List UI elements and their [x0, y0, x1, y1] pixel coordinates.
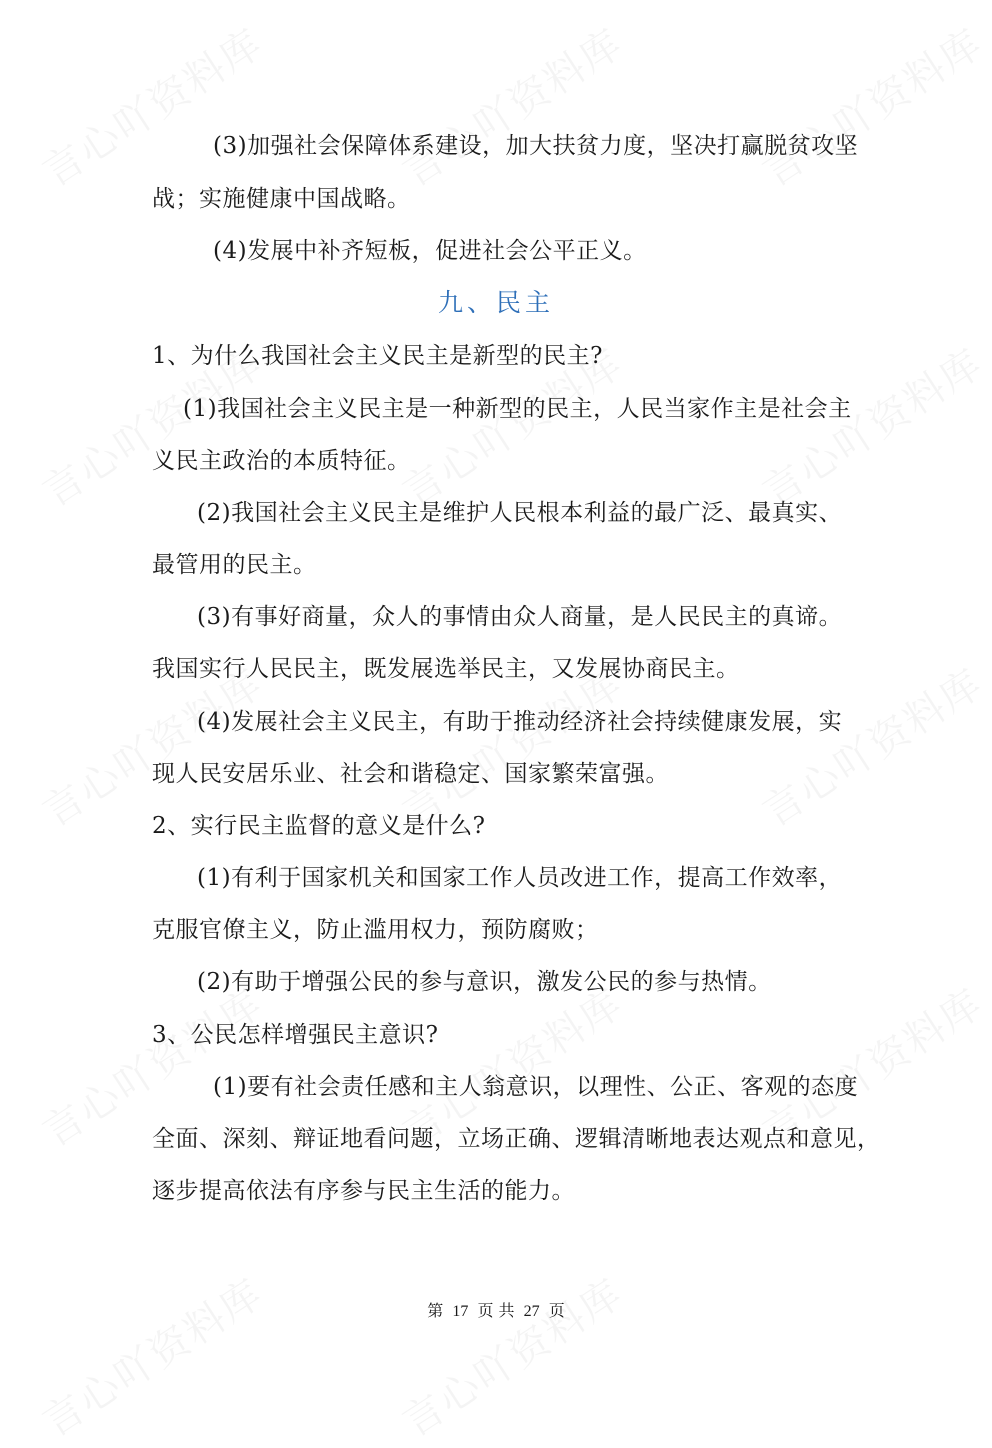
paragraph-line: (2)有助于增强公民的参与意识，激发公民的参与热情。 [197, 969, 772, 995]
paragraph-line: (3)有事好商量，众人的事情由众人商量，是人民民主的真谛。 [197, 604, 843, 630]
paragraph-line: (2)我国社会主义民主是维护人民根本利益的最广泛、最真实、 [197, 500, 843, 526]
section-heading: 九、民主 [437, 288, 554, 317]
paragraph-line: 逐步提高依法有序参与民主生活的能力。 [152, 1178, 575, 1204]
watermark [750, 653, 992, 838]
watermark [750, 333, 992, 518]
paragraph-line: 全面、深刻、辩证地看问题，立场正确、逻辑清晰地表达观点和意见， [152, 1126, 881, 1152]
current-page-number: 17 [452, 1303, 469, 1320]
watermark [30, 1263, 272, 1448]
page-footer [0, 1300, 992, 1323]
question-heading: 2、实行民主监督的意义是什么? [152, 813, 486, 839]
watermark [750, 13, 992, 198]
paragraph-line: 克服官僚主义，防止滥用权力，预防腐败； [152, 917, 599, 943]
footer-prefix: 第 [427, 1301, 444, 1320]
total-page-number: 27 [523, 1303, 540, 1320]
paragraph-line: (4)发展中补齐短板，促进社会公平正义。 [213, 238, 647, 264]
watermark [30, 13, 272, 198]
paragraph-line: (1)要有社会责任感和主人翁意识，以理性、公正、客观的态度 [213, 1074, 859, 1100]
footer-suffix: 页 [548, 1301, 565, 1320]
footer-middle: 页 共 [477, 1301, 515, 1320]
paragraph-line: (4)发展社会主义民主，有助于推动经济社会持续健康发展，实 [197, 709, 843, 735]
paragraph-line: (3)加强社会保障体系建设，加大扶贫力度，坚决打赢脱贫攻坚 [213, 133, 859, 159]
paragraph-line: 最管用的民主。 [152, 552, 317, 578]
paragraph-line: 义民主政治的本质特征。 [152, 448, 411, 474]
paragraph-line: (1)我国社会主义民主是一种新型的民主，人民当家作主是社会主 [183, 396, 852, 422]
paragraph-line: 我国实行人民民主，既发展选举民主，又发展协商民主。 [152, 656, 740, 682]
question-heading: 3、公民怎样增强民主意识? [152, 1022, 439, 1048]
question-heading: 1、为什么我国社会主义民主是新型的民主? [152, 343, 603, 369]
watermark [390, 13, 632, 198]
watermark [390, 1263, 632, 1448]
paragraph-line: 现人民安居乐业、社会和谐稳定、国家繁荣富强。 [152, 761, 669, 787]
paragraph-line: 战；实施健康中国战略。 [152, 186, 411, 212]
paragraph-line: (1)有利于国家机关和国家工作人员改进工作，提高工作效率， [197, 865, 843, 891]
